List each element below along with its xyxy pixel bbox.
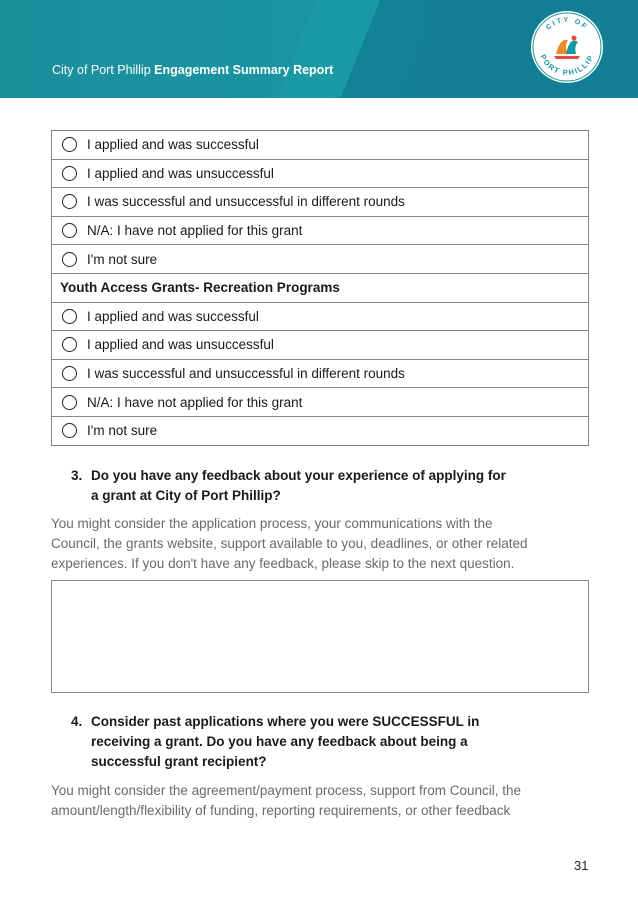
description-line: You might consider the application process, your communications with the <box>51 516 493 531</box>
radio-button[interactable] <box>62 166 77 181</box>
city-logo-icon <box>530 10 604 84</box>
table-row <box>52 359 589 388</box>
question-3-description <box>51 514 596 574</box>
radio-button[interactable] <box>62 423 77 438</box>
option-label: I applied and was unsuccessful <box>87 337 274 353</box>
table-row <box>52 216 589 245</box>
radio-button[interactable] <box>62 223 77 238</box>
table-row <box>52 416 589 445</box>
logo-top-text: CITY OF <box>545 16 589 32</box>
header-title <box>52 63 333 77</box>
question-line: successful grant recipient? <box>91 754 267 769</box>
question-3-heading <box>71 466 506 506</box>
option-label: I applied and was unsuccessful <box>87 165 274 181</box>
description-line: experiences. If you don't have any feedback, please skip to the next question. <box>51 556 515 571</box>
option-label: I applied and was successful <box>87 137 259 153</box>
page-header <box>0 0 638 98</box>
logo-bottom-text: PORT PHILLIP <box>538 52 596 78</box>
option-label: N/A: I have not applied for this grant <box>87 223 303 239</box>
table-row <box>52 188 589 217</box>
radio-button[interactable] <box>62 137 77 152</box>
section-title-row <box>52 273 589 302</box>
feedback-textarea[interactable] <box>51 580 589 693</box>
question-line: receiving a grant. Do you have any feedback about being a <box>91 734 468 749</box>
question-line: Do you have any feedback about your experience of applying for <box>91 468 506 483</box>
header-report: Engagement Summary Report <box>154 63 334 77</box>
radio-button[interactable] <box>62 252 77 267</box>
question-number: 3. <box>71 468 83 483</box>
option-label: I was successful and unsuccessful in different rounds <box>87 366 405 382</box>
radio-button[interactable] <box>62 194 77 209</box>
radio-button[interactable] <box>62 309 77 324</box>
description-line: You might consider the agreement/payment process, support from Council, the <box>51 783 522 798</box>
option-label: N/A: I have not applied for this grant <box>87 394 303 410</box>
radio-button[interactable] <box>62 395 77 410</box>
option-label: I was successful and unsuccessful in different rounds <box>87 194 405 210</box>
table-row <box>52 245 589 274</box>
option-label: I applied and was successful <box>87 308 259 324</box>
radio-button[interactable] <box>62 337 77 352</box>
question-line: a grant at City of Port Phillip? <box>91 488 281 503</box>
table-row <box>52 302 589 331</box>
description-line: amount/length/flexibility of funding, reporting requirements, or other feedback <box>51 803 511 818</box>
radio-button[interactable] <box>62 366 77 381</box>
question-4-description <box>51 781 596 821</box>
question-4-heading <box>71 712 479 772</box>
page-number: 31 <box>574 858 589 873</box>
option-label: I'm not sure <box>87 423 158 439</box>
question-number: 4. <box>71 714 83 729</box>
table-row <box>52 388 589 417</box>
table-row <box>52 131 589 160</box>
table-row <box>52 331 589 360</box>
section-title: Youth Access Grants- Recreation Programs <box>52 273 589 302</box>
option-label: I'm not sure <box>87 251 158 267</box>
description-line: Council, the grants website, support available to you, deadlines, or other related <box>51 536 528 551</box>
header-org: City of Port Phillip <box>52 63 151 77</box>
grant-options-table <box>51 130 589 446</box>
table-row <box>52 159 589 188</box>
question-line: Consider past applications where you were SUCCESSFUL in <box>91 714 480 729</box>
